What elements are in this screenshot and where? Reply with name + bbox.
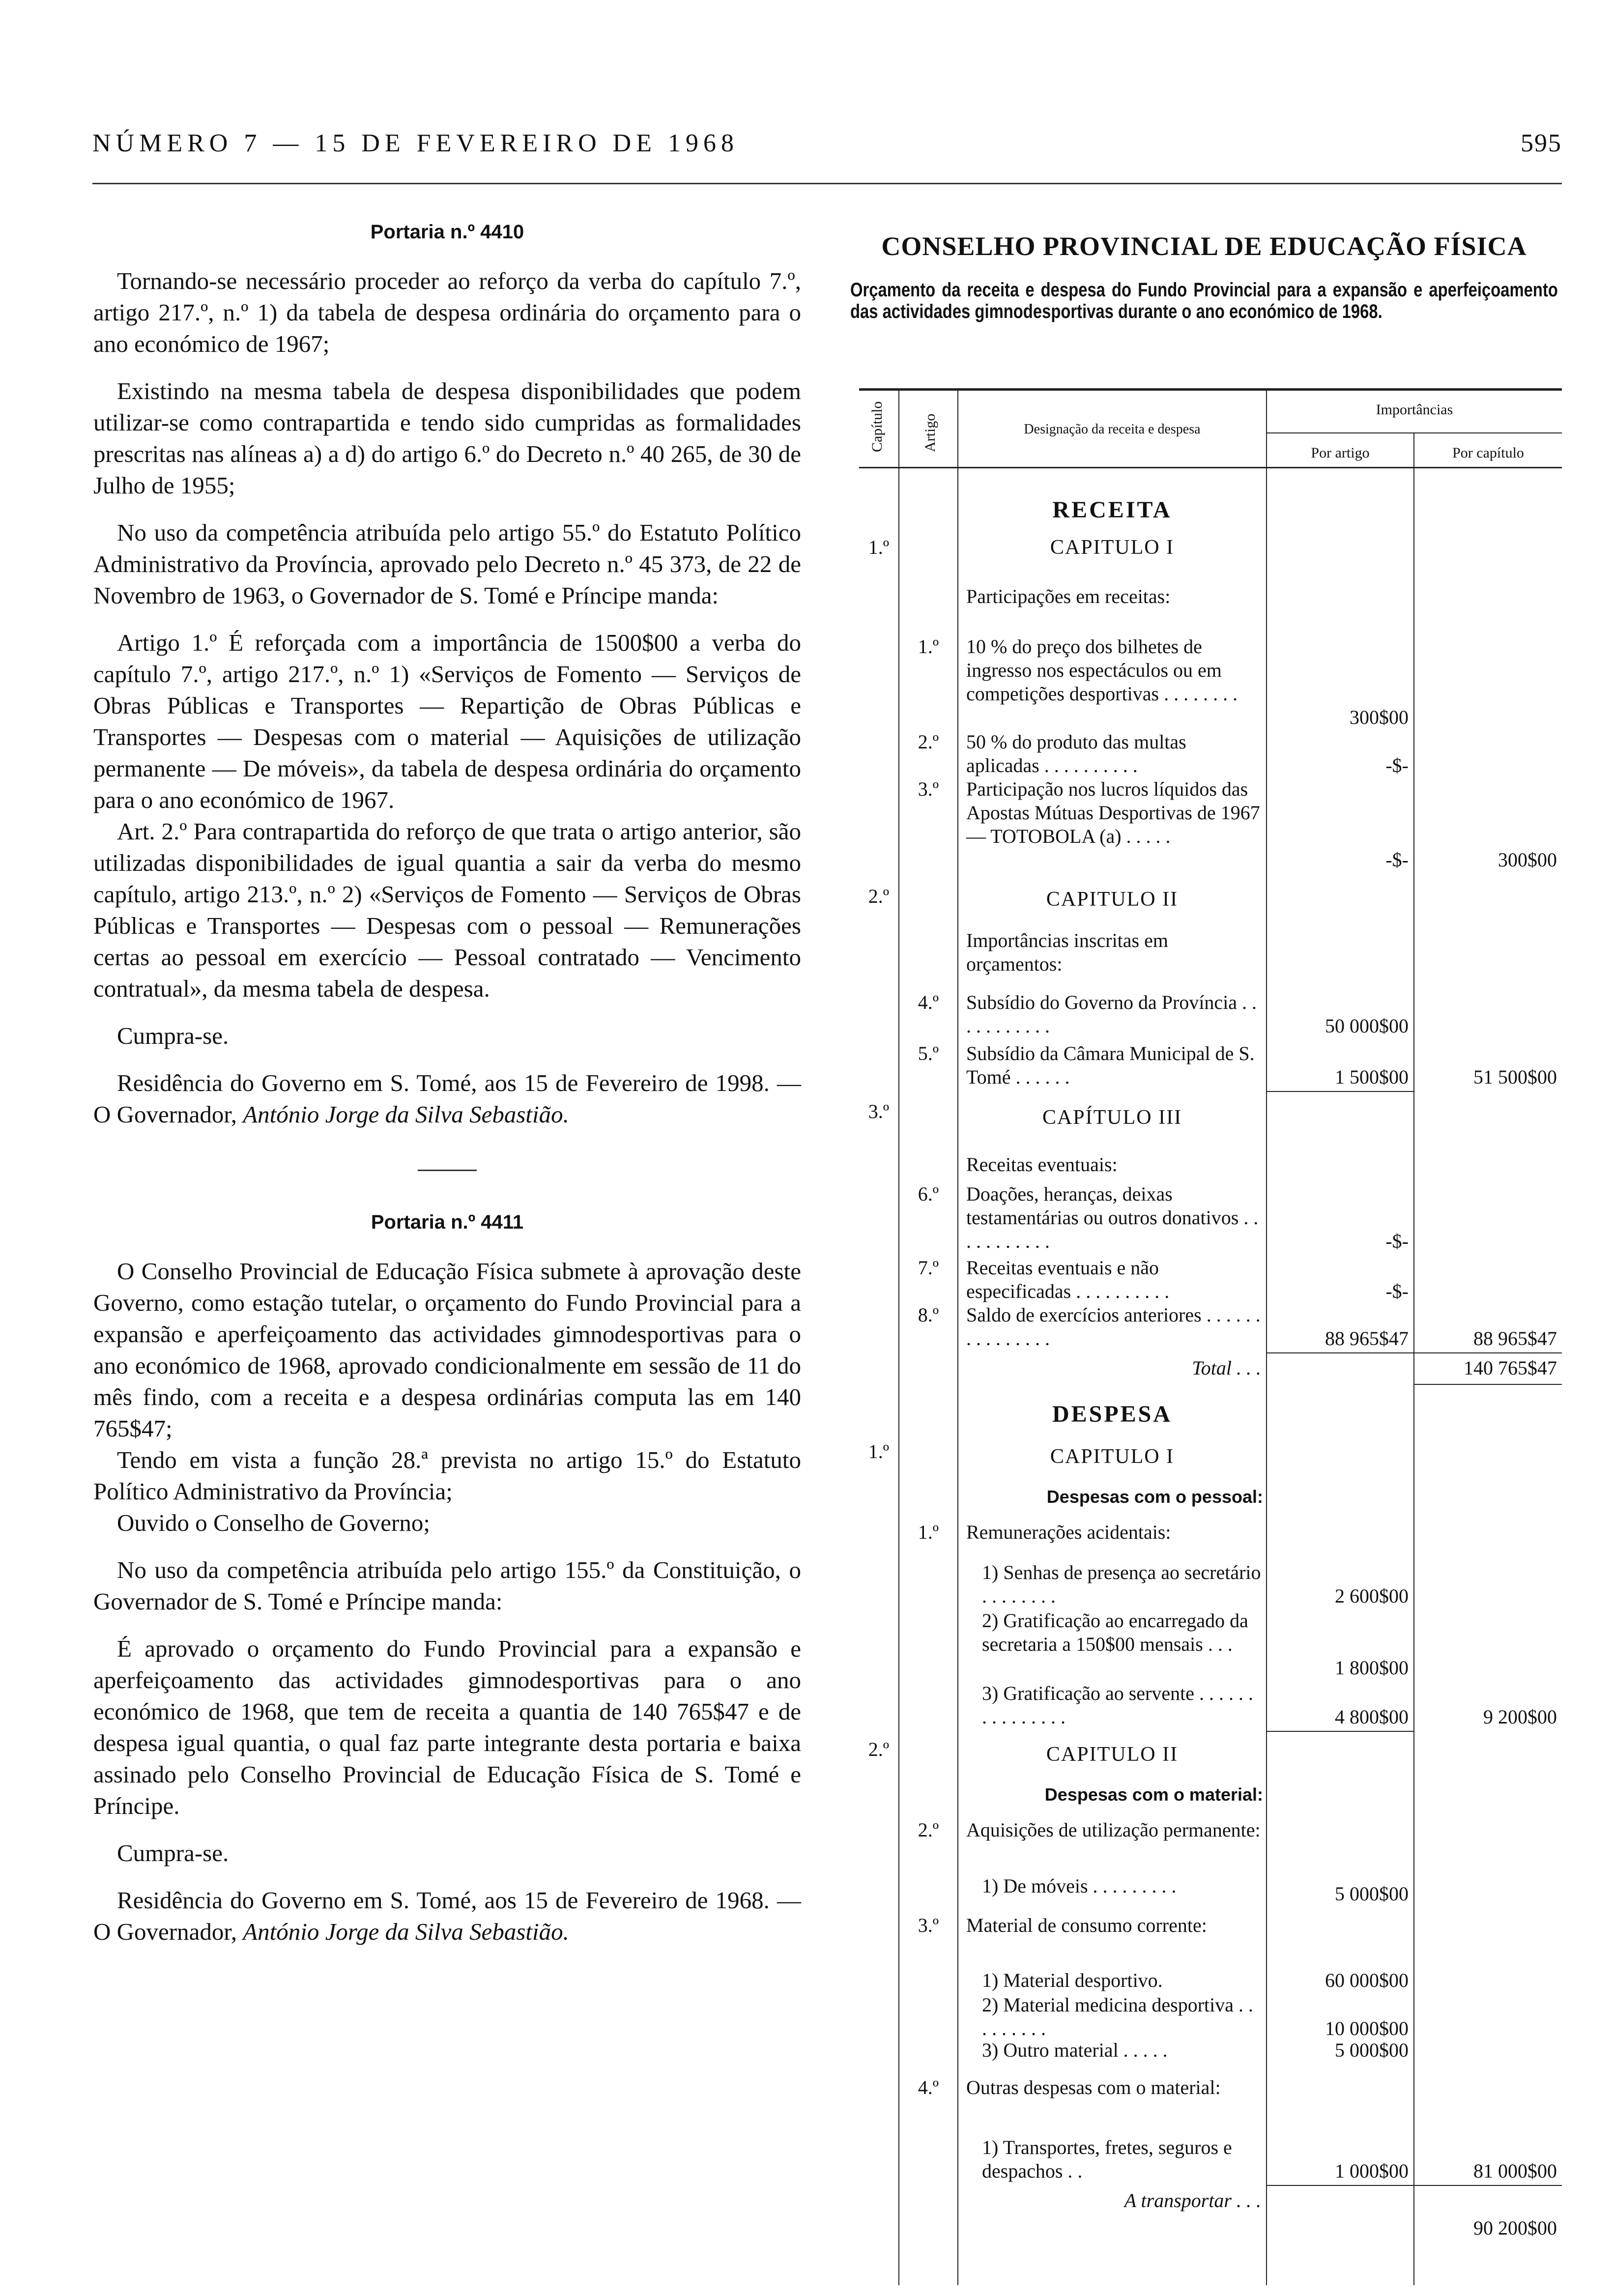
amount-por-capitulo: 88 965$47 — [1473, 1327, 1557, 1349]
amount-por-artigo: 60 000$00 — [1325, 1969, 1409, 1991]
header-artigo: Artigo — [922, 413, 938, 452]
item-designation: Outras despesas com o material: — [966, 2076, 1221, 2098]
sub-item: 2) Material medicina desportiva . . . . . . . . . — [982, 1994, 1254, 2039]
amount-por-artigo: 5 000$00 — [1335, 2039, 1409, 2061]
left-column — [93, 216, 801, 1948]
header-capitulo: Capítulo — [869, 401, 885, 452]
total-underline — [1414, 1384, 1562, 1385]
amount-por-artigo: -$- — [1385, 849, 1409, 871]
portaria-4410-title: Portaria n.º 4410 — [370, 221, 524, 243]
organization-title: CONSELHO PROVINCIAL DE EDUCAÇÃO FÍSICA — [881, 231, 1527, 261]
p4410-para-5: Art. 2.º Para contrapartida do reforço de que trata o artigo anterior, são utilizadas disponibilidades de igual quantia a sair da verba do mesmo capítulo, artigo 213.º, n.º 2) «Serviços de Fomento — Serviços de Obras Públicas e Transportes — Despesas com o pessoal — Remunerações certas ao pessoal em exercício — Pessoal contratado — Vencimento contratual», da mesma tabela de despesa. — [93, 818, 801, 1002]
header-por-artigo: Por artigo — [1311, 445, 1370, 461]
p4410-sign-name: António Jorge da Silva Sebastião. — [243, 1101, 569, 1128]
art-number: 5.º — [918, 1042, 939, 1064]
amount-por-artigo: -$- — [1385, 1280, 1409, 1302]
art-number: 4.º — [918, 2076, 939, 2098]
cap-number: 2.º — [868, 1738, 890, 1760]
item-designation: Receitas eventuais e não especificadas . . . . . . . . . . — [966, 1257, 1170, 1302]
item-designation: Material de consumo corrente: — [966, 1914, 1207, 1936]
amount-por-artigo: -$- — [1385, 1230, 1409, 1252]
cap-number: 1.º — [868, 536, 890, 558]
cap-number: 1.º — [868, 1440, 890, 1463]
amount-por-capitulo: 51 500$00 — [1473, 1066, 1557, 1088]
sub-item: 1) De móveis . . . . . . . . . — [982, 1875, 1177, 1897]
sub-item: 2) Gratificação ao encarregado da secretaria a 150$00 mensais . . . — [982, 1609, 1248, 1655]
p4411-para-5: É aprovado o orçamento do Fundo Provincial para a expansão e aperfeiçoamento das actividades gimnodesportivas para o ano económico de 1968, que tem de receita a quantia de 140 765$47 e de despesa igual quantia, o qual faz parte integrante desta portaria e baixa assinado pelo Conselho Provincial de Educação Física de S. Tomé e Príncipe. — [93, 1635, 801, 1819]
item-designation: Subsídio do Governo da Província . . . . . . . . . . . — [966, 991, 1257, 1037]
amount-por-capitulo: 300$00 — [1498, 849, 1557, 871]
art-number: 2.º — [918, 1819, 939, 1841]
despesa-heading: DESPESA — [1052, 1401, 1173, 1427]
subtotal-rule — [1267, 1731, 1414, 1732]
item-designation: 50 % do produto das multas aplicadas . . . . . . . . . . — [966, 731, 1186, 776]
art-number: 1.º — [918, 635, 939, 658]
group-label: Importâncias inscritas em orçamentos: — [966, 929, 1168, 975]
issue-title: NÚMERO 7 — 15 DE FEVEREIRO DE 1968 — [92, 129, 739, 157]
amount-por-artigo: 1 500$00 — [1335, 1066, 1409, 1088]
total-amount: 140 765$47 — [1464, 1357, 1557, 1379]
right-column-heading — [850, 231, 1558, 322]
amount-por-artigo: 88 965$47 — [1325, 1327, 1409, 1349]
item-designation: 10 % do preço dos bilhetes de ingresso nos espectáculos ou em competições desportivas . . . . . . . . — [966, 635, 1238, 705]
sub-item: 3) Gratificação ao servente . . . . . . . . . . . . . . . — [982, 1682, 1253, 1728]
item-designation: Subsídio da Câmara Municipal de S. Tomé . . . . . . — [966, 1042, 1255, 1088]
capitulo-heading: CAPITULO I — [1050, 536, 1175, 559]
p4411-signature — [93, 1885, 801, 1948]
amount-por-artigo: 50 000$00 — [1325, 1015, 1409, 1037]
p4410-para-3: No uso da competência atribuída pelo artigo 55.º do Estatuto Político Administrativo da Província, aprovado pelo Decreto n.º 45 373, de 22 de Novembro de 1963, o Governador de S. Tomé e Príncipe manda: — [93, 519, 801, 609]
art-number: 1.º — [918, 1521, 939, 1543]
amount-por-artigo: 300$00 — [1350, 706, 1409, 728]
budget-table — [859, 388, 1562, 2285]
p4410-para-6: Cumpra-se. — [117, 1022, 229, 1049]
despesas-pessoal-label: Despesas com o pessoal: — [1046, 1487, 1263, 1507]
capitulo-heading: CAPITULO I — [1050, 1445, 1175, 1468]
transport-label: A transportar . . . — [1124, 2189, 1261, 2211]
cap-number: 2.º — [868, 885, 890, 907]
amount-por-capitulo: 81 000$00 — [1473, 2160, 1557, 2182]
col-divider-1 — [898, 388, 899, 2285]
item-designation: Doações, heranças, deixas testamentárias ou outros donativos . . . . . . . . . . . — [966, 1183, 1259, 1252]
despesas-material-label: Despesas com o material: — [1044, 1784, 1263, 1805]
transport-rule — [1267, 2185, 1562, 2186]
art-number: 4.º — [918, 991, 939, 1013]
p4411-para-2: Tendo em vista a função 28.ª prevista no artigo 15.º do Estatuto Político Administrativo da Província; — [93, 1446, 801, 1505]
amount-por-artigo: 1 000$00 — [1335, 2160, 1409, 2182]
sub-item: 1) Material desportivo. — [982, 1969, 1163, 1991]
item-designation: Remunerações acidentais: — [966, 1521, 1171, 1543]
col-divider-2 — [957, 388, 958, 2285]
header-rule — [92, 183, 1562, 184]
p4411-para-3: Ouvido o Conselho de Governo; — [117, 1509, 430, 1536]
section-separator — [418, 1170, 477, 1171]
p4411-sign-name: António Jorge da Silva Sebastião. — [243, 1918, 569, 1945]
group-label: Receitas eventuais: — [966, 1153, 1118, 1176]
budget-subtitle: Orçamento da receita e despesa do Fundo Provincial para a expansão e aperfeiçoamento das actividades gimnodesportivas durante o ano económico de 1968. — [850, 279, 1558, 322]
item-designation: Participação nos lucros líquidos das Apostas Mútuas Desportivas de 1967 — TOTOBOLA (a) . . . . . — [966, 778, 1260, 847]
amount-por-artigo: 10 000$00 — [1325, 2017, 1409, 2039]
amount-por-artigo: 5 000$00 — [1335, 1883, 1409, 1905]
portaria-4411-title: Portaria n.º 4411 — [371, 1211, 524, 1233]
receita-heading: RECEITA — [1052, 497, 1172, 523]
amount-por-artigo: 1 800$00 — [1335, 1657, 1409, 1679]
p4411-sign-text: Residência do Governo em S. Tomé, aos 15 de Fevereiro de 1968. — O Governador, — [93, 1887, 801, 1945]
p4410-signature — [93, 1067, 801, 1130]
page-header — [92, 129, 1562, 158]
sub-item: 3) Outro material . . . . . — [982, 2039, 1168, 2061]
art-number: 8.º — [918, 1304, 939, 1326]
amount-por-capitulo: 9 200$00 — [1483, 1706, 1557, 1728]
p4410-sign-text: Residência do Governo em S. Tomé, aos 15 de Fevereiro de 1998. — O Governador, — [93, 1069, 801, 1128]
amount-por-artigo: 4 800$00 — [1335, 1706, 1409, 1728]
item-designation: Aquisições de utilização permanente: — [966, 1819, 1261, 1841]
capitulo-heading: CAPÍTULO III — [1042, 1106, 1182, 1129]
amount-por-artigo: -$- — [1385, 754, 1409, 776]
table-top-rule — [859, 388, 1562, 391]
header-importancias: Importâncias — [1376, 402, 1453, 418]
p4411-para-6: Cumpra-se. — [117, 1839, 229, 1866]
cap-number: 3.º — [868, 1100, 890, 1122]
art-number: 3.º — [918, 1914, 939, 1936]
amount-por-artigo: 2 600$00 — [1335, 1585, 1409, 1607]
p4410-para-4: Artigo 1.º É reforçada com a importância de 1500$00 a verba do capítulo 7.º, artigo 217.º, n.º 1) «Serviços de Fomento — Serviços de Obras Públicas e Transportes — Repartição de Obras Públicas e Transportes — Despesas com o material — Aquisições de utilização permanente — De móveis», da tabela de despesa ordinária do orçamento para o ano económico de 1967. — [93, 629, 801, 813]
sub-item: 1) Transportes, fretes, seguros e despachos . . — [982, 2136, 1232, 2182]
item-designation: Saldo de exercícios anteriores . . . . . . . . . . . . . . . — [966, 1304, 1261, 1349]
art-number: 6.º — [918, 1183, 939, 1205]
table-header-rule — [859, 467, 1562, 468]
art-number: 3.º — [918, 778, 939, 800]
header-designacao: Designação da receita e despesa — [1024, 422, 1201, 437]
capitulo-heading: CAPITULO II — [1046, 1743, 1179, 1766]
p4411-para-4: No uso da competência atribuída pelo artigo 155.º da Constituição, o Governador de S. Tomé e Príncipe manda: — [93, 1556, 801, 1615]
art-number: 7.º — [918, 1257, 939, 1279]
page-number: 595 — [1521, 129, 1562, 157]
capitulo-heading: CAPITULO II — [1046, 888, 1179, 911]
sub-item: 1) Senhas de presença ao secretário . . . . . . . . — [982, 1561, 1261, 1607]
transport-amount: 90 200$00 — [1473, 2217, 1557, 2239]
art-number: 2.º — [918, 731, 939, 753]
p4411-para-1: O Conselho Provincial de Educação Física submete à aprovação deste Governo, como estação tutelar, o orçamento do Fundo Provincial para a expansão e aperfeiçoamento das actividades gimnodesportivas para o ano económico de 1968, aprovado condicionalmente em sessão de 11 do mês findo, com a receita e a despesa ordinárias computa las em 140 765$47; — [93, 1258, 801, 1442]
subtotal-rule — [1267, 1091, 1414, 1092]
total-rule — [1267, 1352, 1562, 1353]
header-por-capitulo: Por capítulo — [1452, 445, 1524, 461]
total-label: Total . . . — [1192, 1357, 1261, 1379]
group-label: Participações em receitas: — [966, 585, 1171, 607]
p4410-para-1: Tornando-se necessário proceder ao reforço da verba do capítulo 7.º, artigo 217.º, n.º 1) da tabela de despesa ordinária do orçamento para o ano económico de 1967; — [93, 267, 801, 357]
p4410-para-2: Existindo na mesma tabela de despesa disponibilidades que podem utilizar-se como contrapartida e tendo sido cumpridas as formalidades prescritas nas alíneas a) a d) do artigo 6.º do Decreto n.º 40 265, de 30 de Julho de 1955; — [93, 377, 801, 499]
importancias-rule — [1267, 432, 1562, 433]
